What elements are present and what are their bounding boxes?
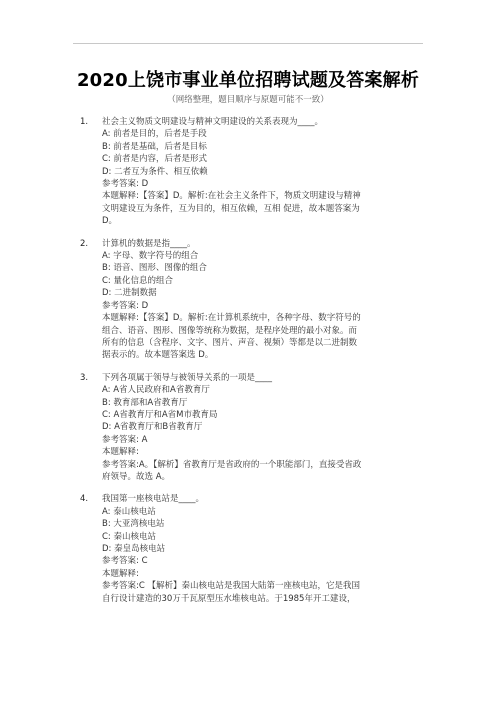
explanation-line: 文明建设互为条件，互为目的，相互依赖，互相 促进，故本题答案为 <box>102 203 360 214</box>
question-number: 4. <box>80 494 89 505</box>
explanation-line: 本题解释:【答案】D。解析:在社会主义条件下，物质文明建设与精神 <box>102 191 361 202</box>
explanation-label: 本题解释: <box>102 568 139 579</box>
explanation-line: D。 <box>102 216 118 227</box>
answer: 参考答案: D <box>102 300 149 311</box>
question-stem: 我国第一座核电站是____。 <box>102 494 205 505</box>
answer: 参考答案: A <box>102 434 148 445</box>
question-number: 1. <box>80 117 89 127</box>
explanation-line: 参考答案:C 【解析】秦山核电站是我国大陆第一座核电站，它是我国 <box>102 581 361 592</box>
option-d: D: 二者互为条件、相互依赖 <box>102 166 208 177</box>
explanation-line: 据表示的。故本题答案选 D。 <box>102 350 214 361</box>
page-subtitle: （网络整理，题目顺序与原题可能不一致） <box>167 95 329 105</box>
question-3 <box>80 372 420 484</box>
question-number: 2. <box>80 238 89 249</box>
option-a: A: A省人民政府和A省教育厅 <box>102 385 210 396</box>
option-c: C: 秦山核电站 <box>102 531 157 542</box>
explanation-line: 自行设计建造的30万千瓦原型压水堆核电站。于1985年开工建设， <box>102 593 356 604</box>
option-d: D: A省教育厅和B省教育厅 <box>102 422 203 433</box>
question-4 <box>80 493 420 605</box>
option-a: A: 字母、数字符号的组合 <box>102 251 199 262</box>
question-body <box>102 116 420 228</box>
explanation-line: 本题解释:【答案】D。解析:在计算机系统中，各种字母、数字符号的 <box>102 313 361 324</box>
answer: 参考答案: C <box>102 556 148 567</box>
question-body <box>102 238 420 362</box>
question-body <box>102 372 420 484</box>
option-b: B: 大亚湾核电站 <box>102 519 165 530</box>
option-c: C: A省教育厅和A省M市教育局 <box>102 409 218 420</box>
option-d: D: 二进制数据 <box>102 288 157 299</box>
page-title: 2020上饶市事业单位招聘试题及答案解析 <box>76 70 420 91</box>
explanation-line: 组合、语音、图形、图像等统称为数据，是程序处理的最小对象。而 <box>102 325 358 336</box>
explanation-label: 本题解释: <box>102 447 139 458</box>
option-a: A: 前者是目的，后者是手段 <box>102 129 207 140</box>
option-c: C: 前者是内容，后者是形式 <box>102 154 208 165</box>
option-d: D: 秦皇岛核电站 <box>102 544 166 554</box>
answer: 参考答案: D <box>102 179 149 190</box>
question-1 <box>80 116 420 228</box>
option-b: B: 教育部和A省教育厅 <box>102 397 188 408</box>
question-number: 3. <box>80 372 89 383</box>
explanation-line: 参考答案:A。【解析】省教育厅是省政府的一个职能部门，直接受省政 <box>102 459 362 470</box>
option-b: B: 语音、图形、图像的组合 <box>102 263 207 274</box>
question-stem: 社会主义物质文明建设与精神文明建设的关系表现为____。 <box>102 117 324 127</box>
header-rule <box>73 43 423 44</box>
explanation-line: 所有的信息（含程序、文字、图片、声音、视频）等都是以二进制数 <box>102 337 358 348</box>
option-a: A: 泰山核电站 <box>102 506 156 517</box>
question-list <box>80 116 420 615</box>
explanation-line: 府领导。故选 A。 <box>102 471 171 482</box>
question-stem: 计算机的数据是指____。 <box>102 238 196 249</box>
option-b: B: 前者是基础，后者是目标 <box>102 141 207 152</box>
question-body <box>102 493 420 605</box>
option-c: C: 量化信息的组合 <box>102 275 174 286</box>
question-2 <box>80 238 420 362</box>
question-stem: 下列各项属于领导与被领导关系的一项是____ <box>102 372 273 383</box>
